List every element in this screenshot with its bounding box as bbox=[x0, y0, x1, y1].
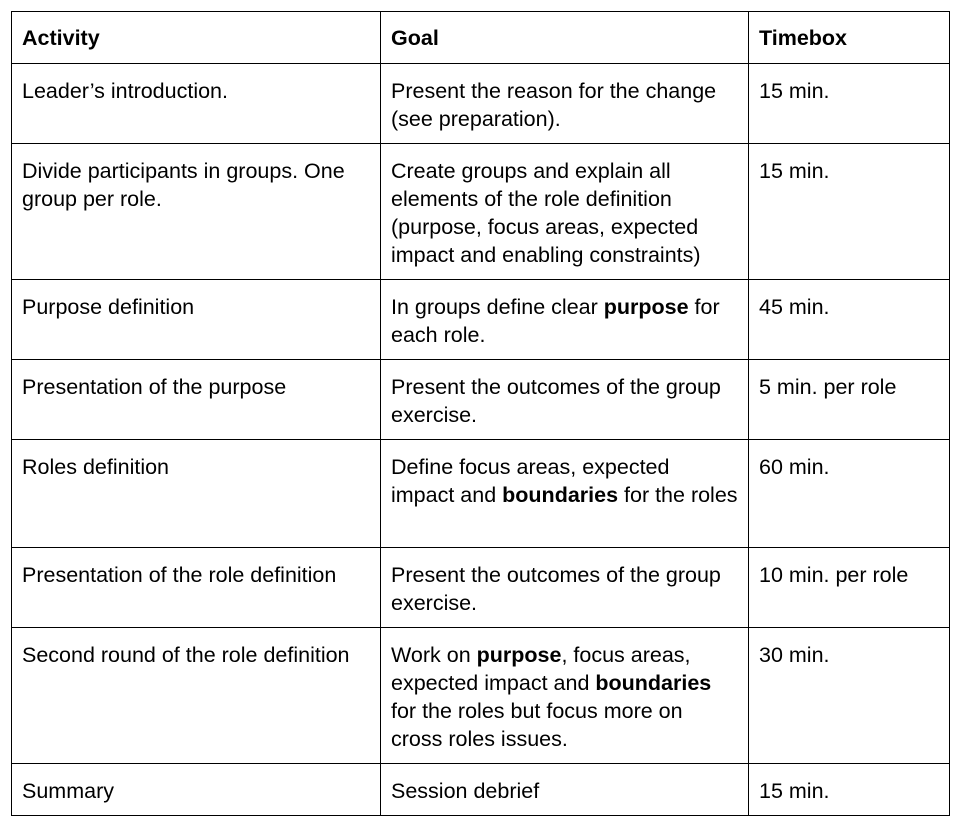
agenda-table bbox=[11, 11, 950, 816]
goal-text: Present the outcomes of the group exercise. bbox=[391, 375, 721, 427]
goal-text: for each role. bbox=[391, 295, 720, 347]
goal-text: Present the outcomes of the group exercise. bbox=[391, 563, 721, 615]
table-header bbox=[12, 12, 950, 64]
table-row bbox=[12, 548, 950, 628]
timebox-cell: 5 min. per role bbox=[749, 360, 950, 440]
timebox-cell: 60 min. bbox=[749, 440, 950, 548]
table-row bbox=[12, 440, 950, 548]
timebox-cell: 15 min. bbox=[749, 64, 950, 144]
table-row bbox=[12, 64, 950, 144]
goal-cell bbox=[381, 628, 749, 764]
header-row bbox=[12, 12, 950, 64]
timebox-cell: 15 min. bbox=[749, 764, 950, 816]
goal-text: Session debrief bbox=[391, 779, 540, 803]
goal-emphasis: boundaries bbox=[595, 671, 712, 695]
goal-cell bbox=[381, 280, 749, 360]
table-row bbox=[12, 360, 950, 440]
table-row bbox=[12, 144, 950, 280]
activity-cell: Second round of the role definition bbox=[12, 628, 381, 764]
goal-emphasis: purpose bbox=[603, 295, 689, 319]
activity-cell: Presentation of the role definition bbox=[12, 548, 381, 628]
goal-emphasis: purpose bbox=[476, 643, 562, 667]
timebox-cell: 45 min. bbox=[749, 280, 950, 360]
goal-cell bbox=[381, 64, 749, 144]
goal-cell bbox=[381, 548, 749, 628]
header-goal: Goal bbox=[381, 12, 749, 64]
table-row bbox=[12, 628, 950, 764]
timebox-cell: 15 min. bbox=[749, 144, 950, 280]
table-row bbox=[12, 280, 950, 360]
goal-cell bbox=[381, 440, 749, 548]
goal-text: for the roles bbox=[618, 483, 738, 507]
goal-text: Work on bbox=[391, 643, 477, 667]
goal-text: Create groups and explain all elements of the role definition (purpose, focus areas, expected impact and enabling constraints) bbox=[391, 159, 701, 267]
activity-cell: Roles definition bbox=[12, 440, 381, 548]
goal-cell bbox=[381, 144, 749, 280]
timebox-cell: 30 min. bbox=[749, 628, 950, 764]
activity-cell: Summary bbox=[12, 764, 381, 816]
goal-text: Define focus areas, expected impact and bbox=[391, 455, 670, 507]
goal-text: , focus areas, expected impact and bbox=[391, 643, 691, 695]
table-body bbox=[12, 64, 950, 816]
activity-cell: Presentation of the purpose bbox=[12, 360, 381, 440]
goal-text: In groups define clear bbox=[391, 295, 604, 319]
header-activity: Activity bbox=[12, 12, 381, 64]
activity-cell: Purpose definition bbox=[12, 280, 381, 360]
goal-text: Present the reason for the change (see preparation). bbox=[391, 79, 717, 131]
activity-cell: Leader’s introduction. bbox=[12, 64, 381, 144]
header-timebox: Timebox bbox=[749, 12, 950, 64]
goal-emphasis: boundaries bbox=[502, 483, 619, 507]
table-row bbox=[12, 764, 950, 816]
goal-cell bbox=[381, 360, 749, 440]
activity-cell: Divide participants in groups. One group per role. bbox=[12, 144, 381, 280]
timebox-cell: 10 min. per role bbox=[749, 548, 950, 628]
goal-cell bbox=[381, 764, 749, 816]
goal-text: for the roles but focus more on cross roles issues. bbox=[391, 699, 683, 751]
